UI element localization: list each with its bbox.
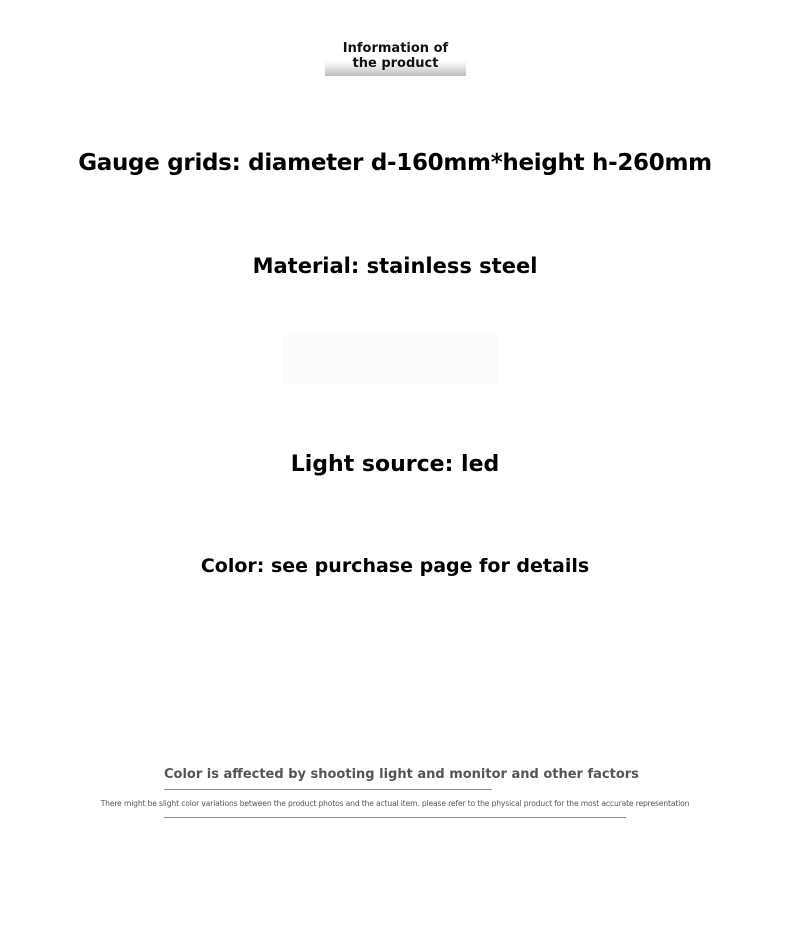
product-info-header — [325, 36, 466, 76]
disclaimer-rule-bottom — [164, 817, 626, 818]
header-title-line2: the product — [352, 56, 439, 71]
disclaimer-text: There might be slight color variations between the product photos and the actual item. please refer to the physical product for the most accurate representation — [100, 799, 690, 808]
header-title-line1: Information of — [342, 41, 449, 56]
disclaimer-rule-top — [164, 789, 492, 790]
disclaimer-title: Color is affected by shooting light and monitor and other factors — [164, 767, 639, 782]
spec-dimensions: Gauge grids: diameter d-160mm*height h-260mm — [78, 150, 712, 176]
faint-background-panel — [282, 334, 498, 384]
spec-material: Material: stainless steel — [252, 254, 538, 278]
spec-color: Color: see purchase page for details — [200, 555, 590, 577]
spec-light-source: Light source: led — [290, 452, 500, 477]
